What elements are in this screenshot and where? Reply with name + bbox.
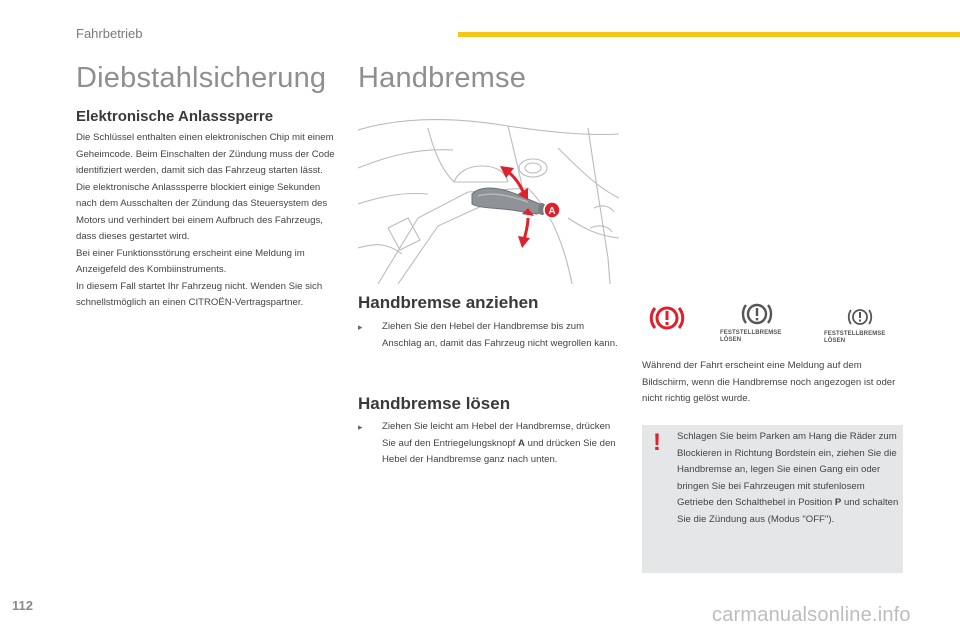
marker-a-label: A [548, 206, 556, 217]
bullet-text-end: und drücken Sie den Hebel der Handbremse ganz nach unten. [382, 437, 616, 465]
handbrake-lever-icon [472, 188, 546, 215]
note-text-start: Schlagen Sie beim Parken am Hang die Räder zum Blockieren in Richtung Bordstein ein, ziehen Sie die Handbremse an, legen Sie einen Gang ein oder bringen Sie bei Fahrzeugen mit stufenlosem Getriebe den Schalthebel in Position [677, 431, 897, 508]
heading-handbremse-loesen: Handbremse lösen [358, 394, 511, 413]
header-accent-bar [458, 32, 960, 37]
paragraph: Bei einer Funktionsstörung erscheint eine Meldung im Anzeigefeld des Kombiinstruments. [76, 247, 305, 275]
subtitle-anlasssperre: Elektronische Anlasssperre [76, 108, 274, 125]
bullet-text-start: Ziehen Sie leicht am Hebel der Handbremse, drücken Sie auf den Entriegelungsknopf [382, 421, 611, 449]
paragraph: Die elektronische Anlasssperre blockiert einige Sekunden nach dem Ausschalten der Zündung das Steuersystem des Motors und verhindert bei einem Aufbruch des Fahrzeugs, dass dieses gestartet wird. [76, 181, 328, 242]
release-button-a-marker [544, 202, 560, 218]
bullet-loesen [358, 419, 620, 489]
brake-warning-red-icon [648, 302, 686, 334]
gear-position-label: P [834, 497, 842, 508]
page-title-handbremse: Handbremse [358, 62, 527, 94]
handbrake-illustration [358, 108, 619, 284]
arrow-bullet-icon: ▸ [358, 422, 363, 432]
section-header: Fahrbetrieb [76, 26, 143, 41]
warning-icons-row [642, 300, 904, 350]
page-number: 112 [12, 598, 33, 613]
warning-label-feststellbremse [720, 330, 782, 344]
bullet-text: Ziehen Sie den Hebel der Handbremse bis zum Anschlag an, damit das Fahrzeug nicht wegrollen kann. [382, 321, 618, 349]
page-title-diebstahlsicherung: Diebstahlsicherung [76, 62, 327, 94]
parking-note-box [642, 425, 903, 573]
warning-label-line1: FESTSTELLBREMSE [720, 330, 782, 336]
brake-warning-small-icon [847, 306, 873, 328]
push-down-arrow-icon [518, 208, 534, 248]
watermark: carmanualsonline.info [712, 604, 911, 626]
note-text-end: und schalten Sie die Zündung aus (Modus "OFF"). [677, 497, 899, 525]
paragraph: Die Schlüssel enthalten einen elektronischen Chip mit einem Geheimcode. Beim Einschalten der Zündung muss der Code identifiziert werden, damit sich das Fahrzeug starten lässt. [76, 132, 335, 176]
center-console-drawing [358, 108, 619, 284]
release-button-label: A [518, 437, 525, 449]
brake-warning-grey-icon [740, 300, 774, 328]
bullet-text [382, 419, 618, 469]
bullet-anziehen [358, 319, 620, 369]
arrow-bullet-icon: ▸ [358, 322, 363, 332]
warning-label-feststellbremse-loesen: FESTSTELLBREMSE LÖSEN [824, 331, 886, 344]
exclamation-icon: ! [653, 429, 661, 456]
heading-handbremse-anziehen: Handbremse anziehen [358, 293, 539, 312]
warning-info-text: Während der Fahrt erscheint eine Meldung auf dem Bildschirm, wenn die Handbremse noch angezogen ist oder nicht richtig gelöst wurde. [642, 360, 896, 404]
parking-note-text [677, 429, 899, 528]
paragraph: In diesem Fall startet Ihr Fahrzeug nicht. Wenden Sie sich schnellstmöglich an einen CITROËN-Vertragspartner. [76, 280, 323, 308]
warning-label-line2: LÖSEN [720, 337, 742, 343]
anlasssperre-text [76, 130, 338, 312]
